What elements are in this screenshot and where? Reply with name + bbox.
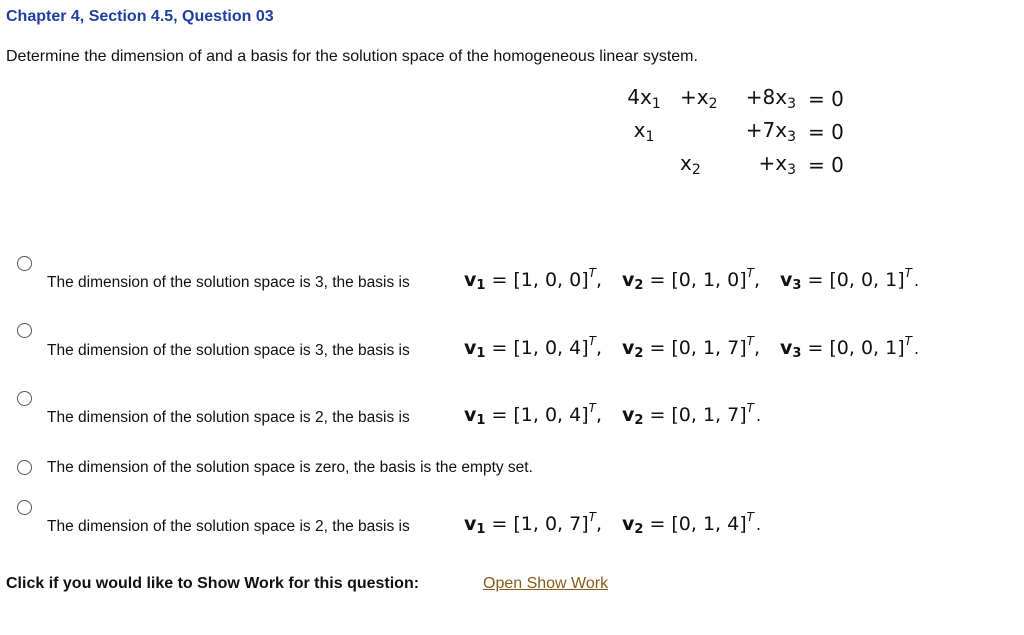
option-radio-2[interactable]	[17, 323, 32, 338]
option-text-3: The dimension of the solution space is 2, the basis is	[47, 409, 410, 426]
system-term: = 0	[808, 152, 844, 177]
system-term: = 0	[808, 119, 844, 144]
option-text-1: The dimension of the solution space is 3, the basis is	[47, 274, 410, 291]
system-term	[670, 115, 732, 148]
option-radio-3[interactable]	[17, 391, 32, 406]
option-radio-5[interactable]	[17, 500, 32, 515]
system-term: $x_1$	[633, 118, 655, 145]
basis-vector: $v_2$ = [0, 1, 0]$^T$ ,	[622, 266, 760, 293]
option-basis-3	[464, 401, 767, 428]
system-term	[618, 148, 670, 181]
basis-vector: $v_2$ = [0, 1, 7]$^T$ .	[622, 401, 762, 428]
basis-vector: $v_1$ = [1, 0, 4]$^T$ ,	[464, 334, 602, 361]
open-show-work-link[interactable]: Open Show Work	[483, 575, 609, 592]
system-term: $+7x_3$	[745, 118, 796, 145]
option-radio-1[interactable]	[17, 256, 32, 271]
basis-vector: $v_2$ = [0, 1, 4]$^T$ .	[622, 510, 762, 537]
system-term: $+x_3$	[758, 151, 796, 178]
question-prompt: Determine the dimension of and a basis for the solution space of the homogeneous linear system.	[6, 48, 698, 65]
option-basis-5	[464, 510, 767, 537]
system-term: = 0	[808, 86, 844, 111]
option-text-4: The dimension of the solution space is zero, the basis is the empty set.	[47, 459, 533, 476]
basis-vector: $v_1$ = [1, 0, 4]$^T$ ,	[464, 401, 602, 428]
show-work-label: Click if you would like to Show Work for this question:	[6, 575, 420, 592]
system-term: $x_2$	[680, 151, 701, 178]
system-term: $+x_2$	[680, 85, 718, 112]
option-text-5: The dimension of the solution space is 2, the basis is	[47, 518, 410, 535]
basis-vector: $v_3$ = [0, 0, 1]$^T$ .	[780, 266, 920, 293]
option-basis-2	[464, 334, 925, 361]
basis-vector: $v_3$ = [0, 0, 1]$^T$ .	[780, 334, 920, 361]
question-heading: Chapter 4, Section 4.5, Question 03	[6, 8, 274, 25]
system-term: $+8x_3$	[745, 85, 796, 112]
option-text-2: The dimension of the solution space is 3, the basis is	[47, 342, 410, 359]
option-basis-1	[464, 266, 925, 293]
linear-system	[618, 82, 848, 181]
option-radio-4[interactable]	[17, 460, 32, 475]
basis-vector: $v_1$ = [1, 0, 0]$^T$ ,	[464, 266, 602, 293]
basis-vector: $v_1$ = [1, 0, 7]$^T$ ,	[464, 510, 602, 537]
system-term: $4x_1$	[627, 85, 661, 112]
basis-vector: $v_2$ = [0, 1, 7]$^T$ ,	[622, 334, 760, 361]
